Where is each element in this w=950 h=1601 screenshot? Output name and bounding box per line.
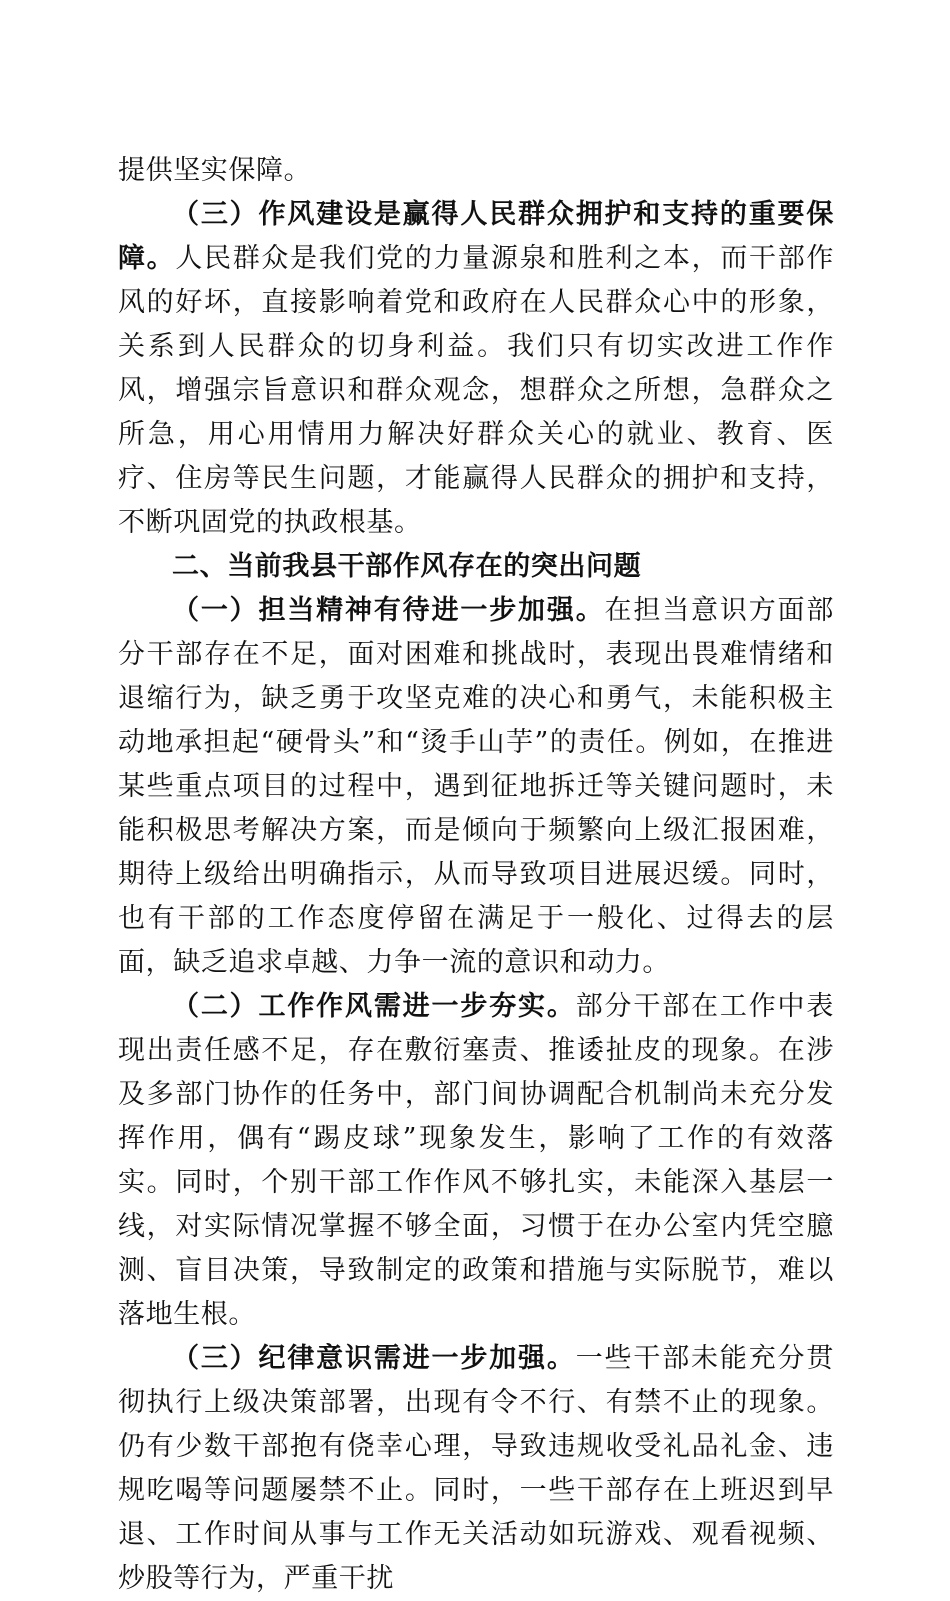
document-body xyxy=(118,149,834,1601)
paragraph-text: 部分干部在工作中表现出责任感不足，存在敷衍塞责、推诿扯皮的现象。在涉及多部门协作的任务中，部门间协调配合机制尚未充分发挥作用，偶有“踢皮球”现象发生，影响了工作的有效落实。同时，个别干部工作作风不够扎实，未能深入基层一线，对实际情况掌握不够全面，习惯于在办公室内凭空臆测、盲目决策，导致制定的政策和措施与实际脱节，难以落地生根。 xyxy=(118,991,834,1330)
paragraph-text: 提供坚实保障。 xyxy=(118,155,312,186)
paragraph-lead: （二）工作作风需进一步夯实。 xyxy=(172,991,576,1022)
section-heading: 二、当前我县干部作风存在的突出问题 xyxy=(172,551,642,582)
paragraph-section-2-2 xyxy=(118,985,834,1337)
paragraph-text: 人民群众是我们党的力量源泉和胜利之本，而干部作风的好坏，直接影响着党和政府在人民群众心中的形象，关系到人民群众的切身利益。我们只有切实改进工作作风，增强宗旨意识和群众观念，想群众之所想，急群众之所急，用心用情用力解决好群众关心的就业、教育、医疗、住房等民生问题，才能赢得人民群众的拥护和支持，不断巩固党的执政根基。 xyxy=(118,243,834,538)
paragraph-section-2-1 xyxy=(118,589,834,985)
paragraph-lead: （一）担当精神有待进一步加强。 xyxy=(172,595,605,626)
paragraph-text: 在担当意识方面部分干部存在不足，面对困难和挑战时，表现出畏难情绪和退缩行为，缺乏勇于攻坚克难的决心和勇气，未能积极主动地承担起“硬骨头”和“烫手山芋”的责任。例如，在推进某些重点项目的过程中，遇到征地拆迁等关键问题时，未能积极思考解决方案，而是倾向于频繁向上级汇报困难，期待上级给出明确指示，从而导致项目进展迟缓。同时，也有干部的工作态度停留在满足于一般化、过得去的层面，缺乏追求卓越、力争一流的意识和动力。 xyxy=(118,595,834,978)
paragraph-section-2-3 xyxy=(118,1337,834,1601)
paragraph-lead: （三）作风建设是赢得人民群众拥护和支持的重要保障。 xyxy=(118,199,834,274)
paragraph-text: 一些干部未能充分贯彻执行上级决策部署，出现有令不行、有禁不止的现象。仍有少数干部抱有侥幸心理，导致违规收受礼品礼金、违规吃喝等问题屡禁不止。同时，一些干部存在上班迟到早退、工作时间从事与工作无关活动如玩游戏、观看视频、炒股等行为，严重干扰 xyxy=(118,1343,834,1594)
paragraph-section-1-3 xyxy=(118,193,834,545)
paragraph-lead: （三）纪律意识需进一步加强。 xyxy=(172,1343,576,1374)
paragraph-continuation xyxy=(118,149,834,193)
